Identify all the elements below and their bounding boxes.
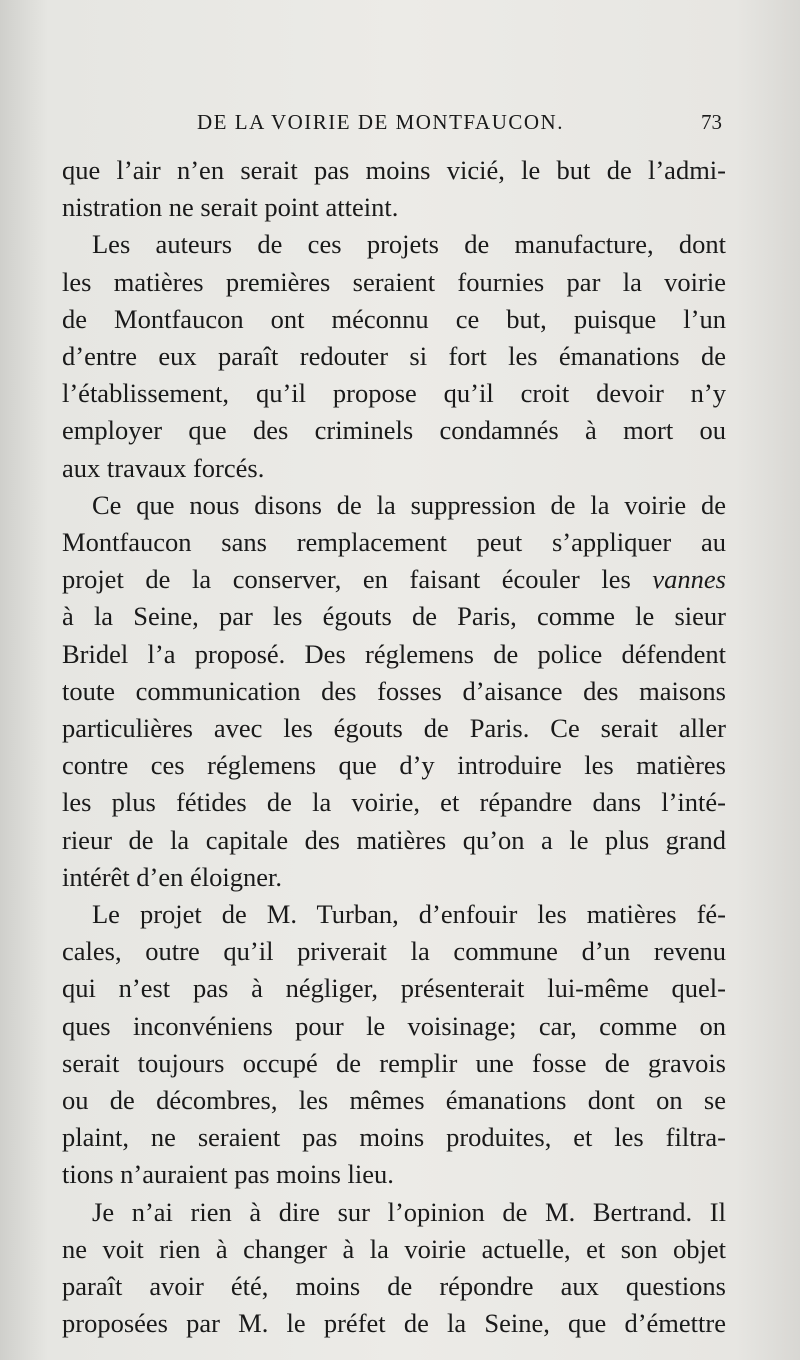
text-line: paraît avoir été, moins de répondre aux questions	[62, 1271, 726, 1302]
text-line: plaint, ne seraient pas moins produites, et les filtra-	[62, 1122, 726, 1153]
text-line: employer que des criminels condamnés à mort ou	[62, 415, 726, 446]
italic-word: vannes	[652, 564, 726, 595]
text-line: particulières avec les égouts de Paris. Ce serait aller	[62, 713, 726, 744]
text-line	[62, 561, 726, 598]
text-line: contre ces réglemens que d’y introduire les matières	[62, 750, 726, 781]
text-line: toute communication des fosses d’aisance des maisons	[62, 675, 726, 706]
body-text	[62, 152, 726, 1343]
text-line: nistration ne serait point atteint.	[62, 192, 399, 223]
text-line: ne voit rien à changer à la voirie actuelle, et son objet	[62, 1233, 726, 1264]
text-line: Les auteurs de ces projets de manufacture, dont	[92, 229, 726, 260]
text-line: de Montfaucon ont méconnu ce but, puisque l’un	[62, 303, 726, 334]
text-line: ou de décombres, les mêmes émanations dont on se	[62, 1085, 726, 1116]
page-header	[62, 110, 722, 140]
text-line: proposées par M. le préfet de la Seine, que d’émettre	[62, 1308, 726, 1339]
text-line: Le projet de M. Turban, d’enfouir les matières fé-	[92, 899, 726, 930]
text-line: Ce que nous disons de la suppression de la voirie de	[92, 489, 726, 520]
text-line: Montfaucon sans remplacement peut s’appliquer au	[62, 527, 726, 558]
text-line: intérêt d’en éloigner.	[62, 861, 283, 892]
text-line: ques inconvéniens pour le voisinage; car, comme on	[62, 1010, 726, 1041]
page-number: 73	[701, 110, 722, 134]
text-line: Je n’ai rien à dire sur l’opinion de M. Bertrand. Il	[92, 1196, 726, 1227]
text-line: tions n’auraient pas moins lieu.	[62, 1159, 394, 1190]
running-title: DE LA VOIRIE DE MONTFAUCON.	[197, 110, 564, 134]
text-line: qui n’est pas à négliger, présenterait lui-même quel-	[62, 973, 726, 1004]
text-line-segment: projet de la conserver, en faisant écouler les	[62, 564, 631, 595]
text-line: que l’air n’en serait pas moins vicié, le but de l’admi-	[62, 155, 726, 185]
text-line: d’entre eux paraît redouter si fort les émanations de	[62, 341, 726, 372]
text-line: serait toujours occupé de remplir une fosse de gravois	[62, 1047, 726, 1078]
text-line: l’établissement, qu’il propose qu’il croit devoir n’y	[62, 378, 726, 409]
text-line: les plus fétides de la voirie, et répandre dans l’inté-	[62, 787, 726, 818]
text-line: les matières premières seraient fournies par la voirie	[62, 266, 726, 297]
text-line: rieur de la capitale des matières qu’on a le plus grand	[62, 824, 726, 855]
text-line: cales, outre qu’il priverait la commune d’un revenu	[62, 936, 726, 967]
text-line: aux travaux forcés.	[62, 452, 265, 483]
text-line: Bridel l’a proposé. Des réglemens de police défendent	[62, 638, 726, 669]
text-line: à la Seine, par les égouts de Paris, comme le sieur	[62, 601, 726, 632]
